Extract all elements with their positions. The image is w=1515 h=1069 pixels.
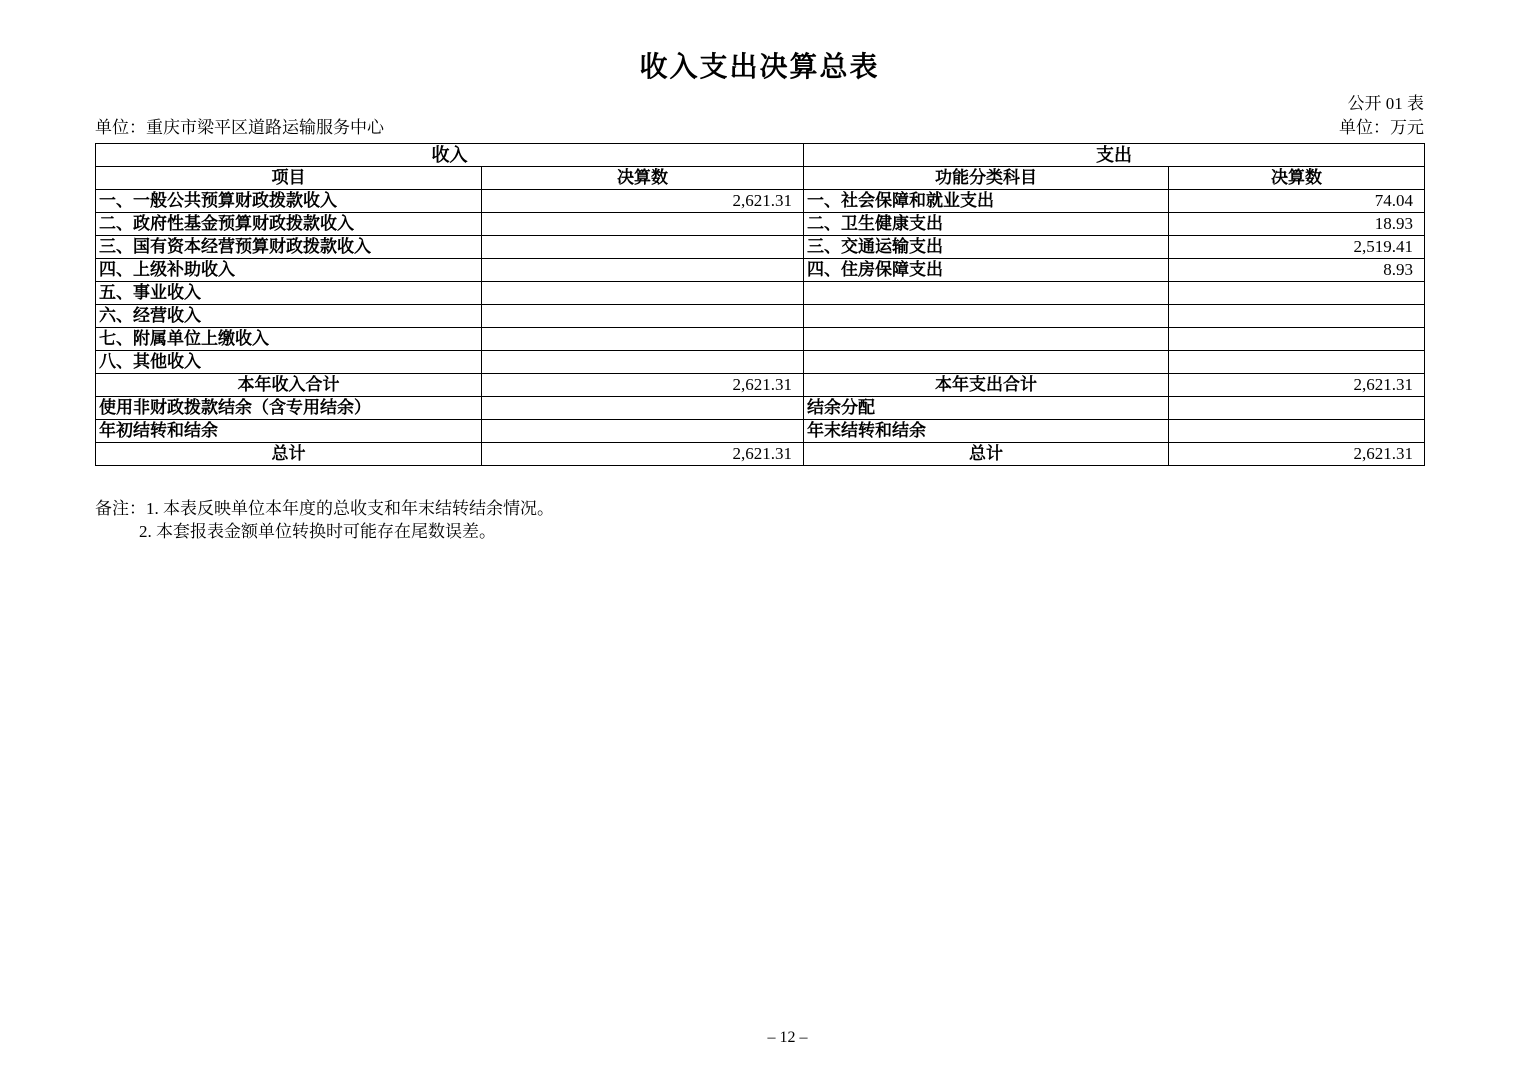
income-item-cell: 七、附属单位上缴收入 <box>96 328 482 351</box>
income-amount-cell: 2,621.31 <box>482 190 804 213</box>
income-item-cell: 使用非财政拨款结余（含专用结余） <box>96 397 482 420</box>
column-header-row <box>96 167 1425 190</box>
section-header-row <box>96 144 1425 167</box>
unit-name: 单位：重庆市梁平区道路运输服务中心 <box>95 118 384 137</box>
expense-amount-cell: 2,621.31 <box>1169 374 1425 397</box>
income-item-cell: 三、国有资本经营预算财政拨款收入 <box>96 236 482 259</box>
income-amount-cell <box>482 397 804 420</box>
expense-amount-cell <box>1169 305 1425 328</box>
income-item-cell: 五、事业收入 <box>96 282 482 305</box>
table-row <box>96 236 1425 259</box>
income-item-cell: 本年收入合计 <box>96 374 482 397</box>
income-amount-cell: 2,621.31 <box>482 374 804 397</box>
expense-category-cell <box>804 351 1169 374</box>
table-row <box>96 328 1425 351</box>
notes-line-2: 2. 本套报表金额单位转换时可能存在尾数误差。 <box>139 522 496 541</box>
income-amount-cell <box>482 305 804 328</box>
income-amount-cell <box>482 236 804 259</box>
table-body <box>96 190 1425 466</box>
income-item-cell: 总计 <box>96 443 482 466</box>
income-item-column-header: 项目 <box>96 167 482 190</box>
income-item-cell: 四、上级补助收入 <box>96 259 482 282</box>
expense-category-cell: 总计 <box>804 443 1169 466</box>
income-amount-cell <box>482 213 804 236</box>
expense-section-header: 支出 <box>804 144 1425 167</box>
table-row <box>96 213 1425 236</box>
income-item-cell: 八、其他收入 <box>96 351 482 374</box>
expense-category-cell: 三、交通运输支出 <box>804 236 1169 259</box>
expense-amount-cell: 2,519.41 <box>1169 236 1425 259</box>
expense-amount-cell: 8.93 <box>1169 259 1425 282</box>
income-amount-cell <box>482 351 804 374</box>
expense-category-cell <box>804 328 1169 351</box>
expense-amount-cell: 74.04 <box>1169 190 1425 213</box>
income-item-cell: 一、一般公共预算财政拨款收入 <box>96 190 482 213</box>
expense-category-cell: 本年支出合计 <box>804 374 1169 397</box>
table-row <box>96 443 1425 466</box>
income-section-header: 收入 <box>96 144 804 167</box>
expense-amount-cell <box>1169 282 1425 305</box>
expense-amount-cell: 18.93 <box>1169 213 1425 236</box>
table-row <box>96 374 1425 397</box>
table-row <box>96 305 1425 328</box>
expense-amount-cell <box>1169 351 1425 374</box>
expense-amount-cell <box>1169 328 1425 351</box>
expense-category-column-header: 功能分类科目 <box>804 167 1169 190</box>
expense-category-cell: 二、卫生健康支出 <box>804 213 1169 236</box>
expense-category-cell: 结余分配 <box>804 397 1169 420</box>
income-amount-cell <box>482 420 804 443</box>
table-code: 公开 01 表 <box>1347 94 1424 113</box>
income-amount-cell: 2,621.31 <box>482 443 804 466</box>
expense-amount-cell: 2,621.31 <box>1169 443 1425 466</box>
document-page <box>95 0 1424 543</box>
income-item-cell: 二、政府性基金预算财政拨款收入 <box>96 213 482 236</box>
expense-category-cell <box>804 305 1169 328</box>
income-amount-column-header: 决算数 <box>482 167 804 190</box>
expense-amount-column-header: 决算数 <box>1169 167 1425 190</box>
notes-block <box>95 497 1424 543</box>
table-row <box>96 420 1425 443</box>
expense-amount-cell <box>1169 420 1425 443</box>
expense-category-cell: 一、社会保障和就业支出 <box>804 190 1169 213</box>
expense-category-cell: 四、住房保障支出 <box>804 259 1169 282</box>
page-number: – 12 – <box>767 1029 808 1046</box>
table-row <box>96 282 1425 305</box>
expense-amount-cell <box>1169 397 1425 420</box>
unit-currency: 单位：万元 <box>1339 118 1424 137</box>
income-amount-cell <box>482 282 804 305</box>
table-row <box>96 259 1425 282</box>
income-item-cell: 六、经营收入 <box>96 305 482 328</box>
expense-category-cell <box>804 282 1169 305</box>
page-title: 收入支出决算总表 <box>639 52 880 83</box>
table-row <box>96 190 1425 213</box>
income-item-cell: 年初结转和结余 <box>96 420 482 443</box>
notes-line-1: 备注：1. 本表反映单位本年度的总收支和年末结转结余情况。 <box>95 499 554 518</box>
income-amount-cell <box>482 259 804 282</box>
table-row <box>96 397 1425 420</box>
table-row <box>96 351 1425 374</box>
expense-category-cell: 年末结转和结余 <box>804 420 1169 443</box>
unit-line <box>95 116 1424 140</box>
fiscal-summary-table <box>95 143 1425 466</box>
income-amount-cell <box>482 328 804 351</box>
